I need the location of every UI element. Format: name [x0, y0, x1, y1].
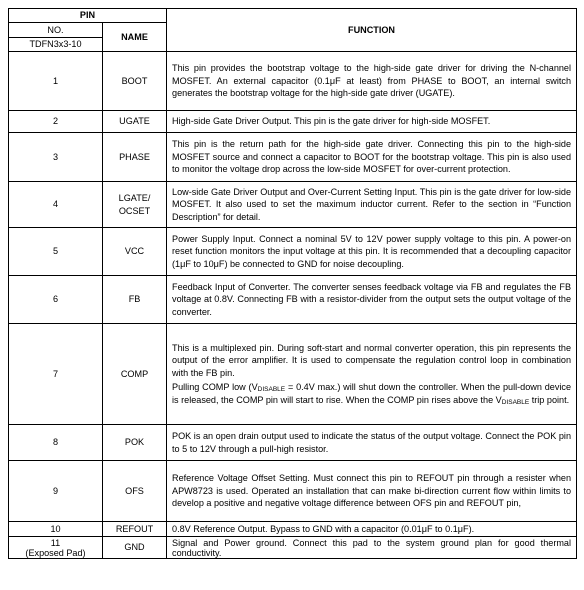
pin-name: GND	[103, 537, 167, 559]
pin-number: 7	[9, 324, 103, 425]
pin-number: 5	[9, 228, 103, 276]
pin-function: Signal and Power ground. Connect this pad to the system ground plan for good thermal conductivity.	[167, 537, 577, 559]
header-name: NAME	[103, 23, 167, 52]
table-row	[9, 522, 577, 537]
header-no: NO.	[9, 23, 103, 38]
pin-function: POK is an open drain output used to indicate the status of the output voltage. Connect the POK pin to 5 to 12V through a pull-high resistor.	[167, 425, 577, 461]
pin-number: 8	[9, 425, 103, 461]
pin-function: Feedback Input of Converter. The converter senses feedback voltage via FB and regulates the FB voltage at 0.8V. Connecting FB with a resistor-divider from the output sets the output voltage of the converter.	[167, 276, 577, 324]
pin-name: OFS	[103, 461, 167, 522]
pin-name: BOOT	[103, 52, 167, 111]
table-row	[9, 425, 577, 461]
subscript: DISABLE	[257, 386, 286, 394]
pin-function-table	[8, 8, 577, 559]
pin-name: PHASE	[103, 133, 167, 182]
header-function: FUNCTION	[167, 9, 577, 52]
pin-function: 0.8V Reference Output. Bypass to GND with a capacitor (0.01μF to 0.1μF).	[167, 522, 577, 537]
pin-function: This pin is the return path for the high-side gate driver. Connecting this pin to the high-side MOSFET source and connect a capacitor to BOOT for the bootstrap voltage. This pin is also used to monitor the voltage drop across the low-side MOSFET for over-current protection.	[167, 133, 577, 182]
table-row	[9, 537, 577, 559]
header-row-pin	[9, 9, 577, 23]
pin-number-line: (Exposed Pad)	[25, 547, 86, 558]
table-row	[9, 52, 577, 111]
pin-number-line: 11	[50, 537, 61, 548]
pin-name: POK	[103, 425, 167, 461]
pin-function-paragraph	[172, 381, 571, 406]
pin-function: Power Supply Input. Connect a nominal 5V to 12V power supply voltage to this pin. A power-on reset function monitors the input voltage at this pin. It is recommended that a decoupling capacitor (1μF to 10μF) be connected to GND for noise decoupling.	[167, 228, 577, 276]
pin-function-paragraph: This is a multiplexed pin. During soft-start and normal converter operation, this pin represents the output of the error amplifier. It is used to compensate the regulation control loop in combination with the FB pin.	[172, 342, 572, 378]
pin-number: 10	[9, 522, 103, 537]
pin-name: REFOUT	[103, 522, 167, 537]
pin-function: Reference Voltage Offset Setting. Must connect this pin to REFOUT pin through a resister when APW8723 is used. Operated an installation that can make bi-direction current flow within limits to develop a positive and negative voltage difference between OFS pin and REFOUT pin,	[167, 461, 577, 522]
pin-number	[9, 537, 103, 559]
pin-name: FB	[103, 276, 167, 324]
pin-function: Low-side Gate Driver Output and Over-Current Setting Input. This pin is the gate driver for low-side MOSFET. It also used to set the maximum inductor current. Refer to the section in “Function Description” for detail.	[167, 182, 577, 228]
header-package: TDFN3x3-10	[9, 38, 103, 52]
table-row	[9, 324, 577, 425]
text-run: = 0.4V max.) will shut down the controller. When the pull-down device is released, the COMP pin will start to rise. When the COMP pin rises above the V	[172, 382, 572, 405]
table-row	[9, 182, 577, 228]
pin-name-line: OCSET	[118, 205, 151, 216]
pin-name: UGATE	[103, 111, 167, 133]
pin-name-line: LGATE/	[118, 192, 151, 203]
pin-name	[103, 182, 167, 228]
text-run: trip point.	[529, 394, 570, 405]
pin-number: 9	[9, 461, 103, 522]
table-row	[9, 276, 577, 324]
pin-number: 6	[9, 276, 103, 324]
table-row	[9, 461, 577, 522]
pin-function	[167, 324, 577, 425]
pin-function: High-side Gate Driver Output. This pin is the gate driver for high-side MOSFET.	[167, 111, 577, 133]
pin-number: 3	[9, 133, 103, 182]
text-run: Pulling COMP low (V	[172, 382, 258, 393]
table-row	[9, 228, 577, 276]
table-row	[9, 133, 577, 182]
header-pin: PIN	[9, 9, 167, 23]
pin-function: This pin provides the bootstrap voltage to the high-side gate driver for driving the N-channel MOSFET. An external capacitor (0.1μF at least) from PHASE to BOOT, an internal switch generates the bootstrap voltage for the high-side gate driver (UGATE).	[167, 52, 577, 111]
pin-number: 4	[9, 182, 103, 228]
pin-name: VCC	[103, 228, 167, 276]
table-row	[9, 111, 577, 133]
pin-name: COMP	[103, 324, 167, 425]
pin-number: 1	[9, 52, 103, 111]
subscript: DISABLE	[501, 398, 530, 406]
pin-number: 2	[9, 111, 103, 133]
